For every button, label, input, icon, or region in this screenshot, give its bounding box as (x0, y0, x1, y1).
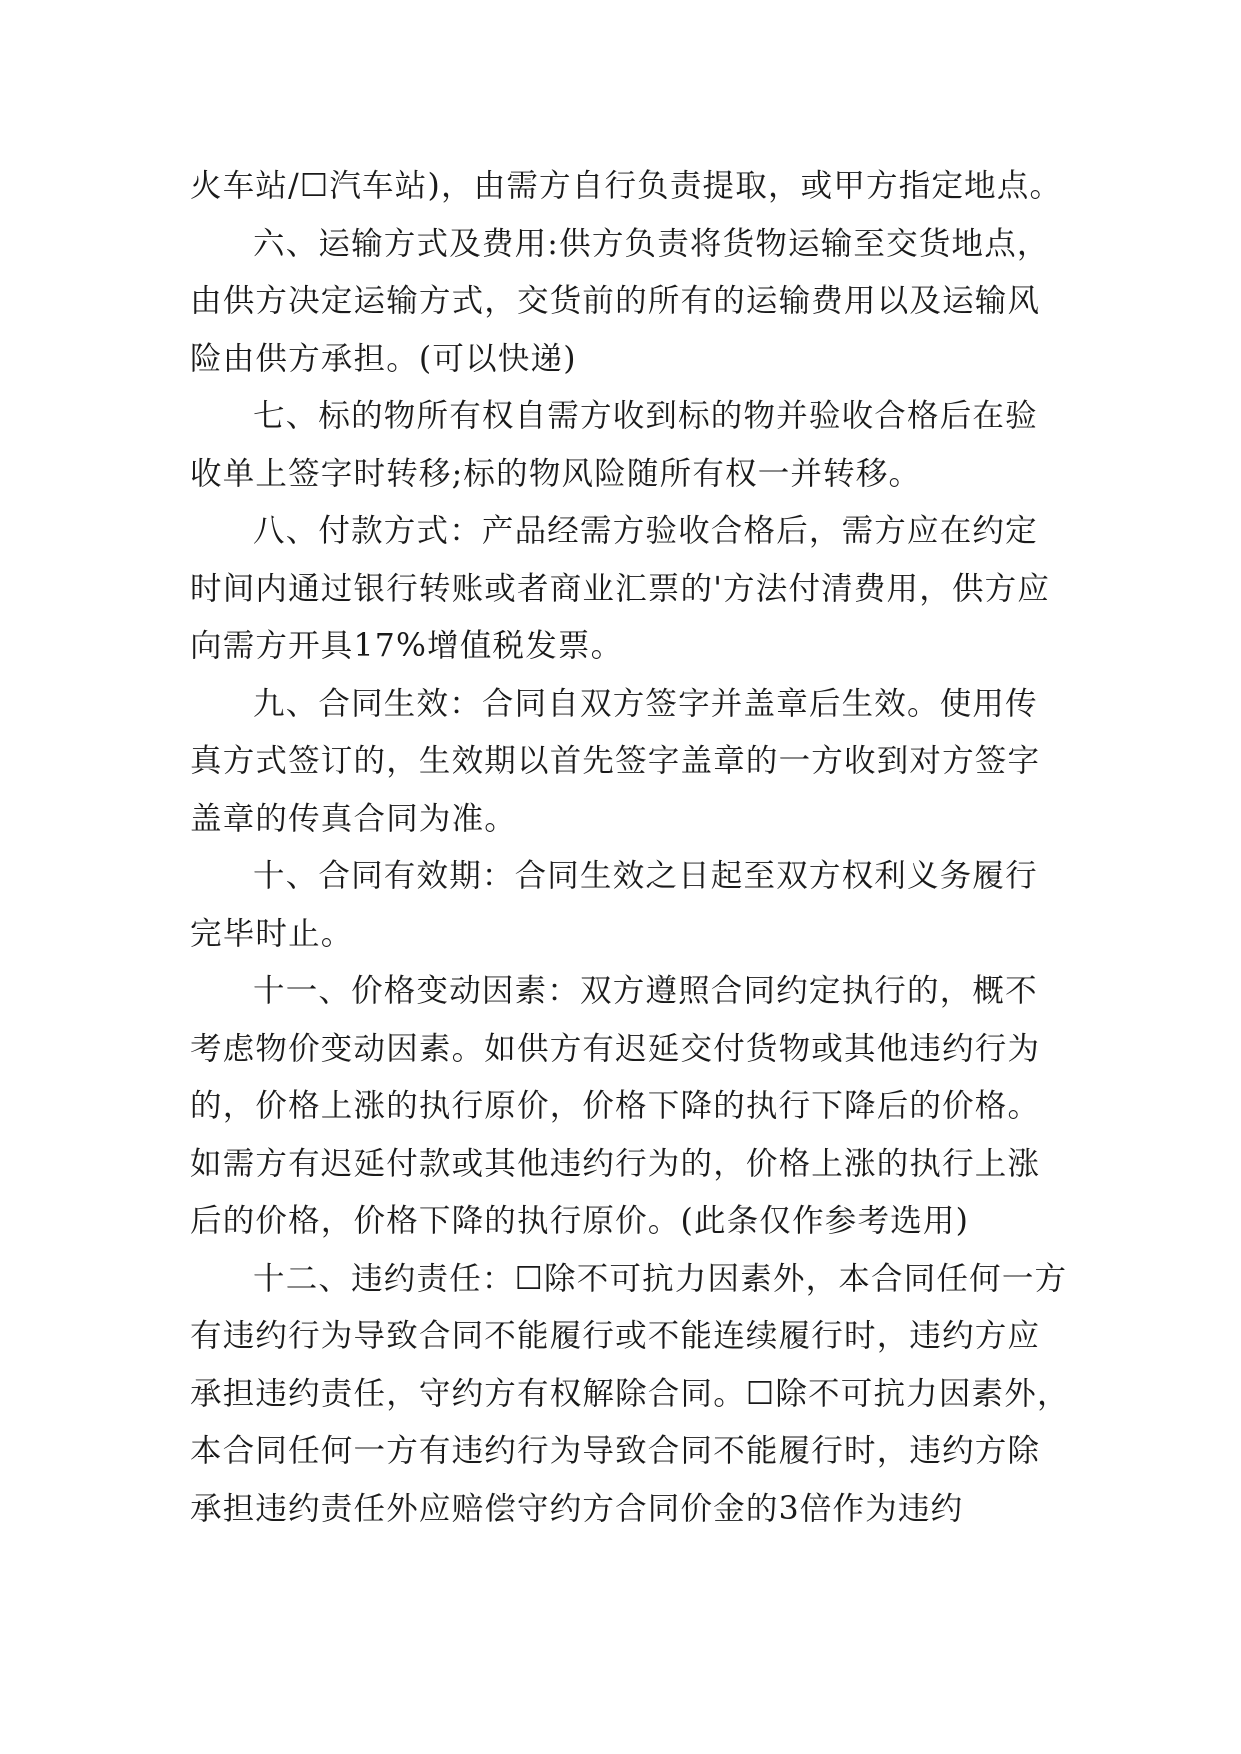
paragraph-ownership: 七、标的物所有权自需方收到标的物并验收合格后在验收单上签字时转移;标的物风险随所有权一并转移。 (190, 398, 1038, 492)
paragraph-liability: 十二、违约责任：☐除不可抗力因素外，本合同任何一方有违约行为导致合同不能履行或不能连续履行时，违约方应承担违约责任，守约方有权解除合同。☐除不可抗力因素外，本合同任何一方有违约行为导致合同不能履行时，违约方除承担违约责任外应赔偿守约方合同价金的3倍作为违约 (190, 1260, 1070, 1527)
paragraph-transport: 六、运输方式及费用:供方负责将货物运输至交货地点，由供方决定运输方式，交货前的所有的运输费用以及运输风险由供方承担。(可以快递) (190, 225, 1050, 377)
paragraph-validity: 十、合同有效期：合同生效之日起至双方权利义务履行完毕时止。 (190, 858, 1038, 952)
paragraph-effectiveness: 九、合同生效：合同自双方签字并盖章后生效。使用传真方式签订的，生效期以首先签字盖章的一方收到对方签字盖章的传真合同为准。 (190, 685, 1041, 837)
paragraph-delivery-location: 火车站/☐汽车站)，由需方自行负责提取，或甲方指定地点。 (190, 168, 1063, 204)
paragraph-price-change: 十一、价格变动因素：双方遵照合同约定执行的，概不考虑物价变动因素。如供方有迟延交付货物或其他违约行为的，价格上涨的执行原价，价格下降的执行下降后的价格。如需方有迟延付款或其他违约行为的，价格上涨的执行上涨后的价格，价格下降的执行原价。(此条仅作参考选用) (190, 973, 1041, 1239)
document-body (190, 158, 1070, 1538)
paragraph-payment: 八、付款方式：产品经需方验收合格后，需方应在约定时间内通过银行转账或者商业汇票的'方法付清费用，供方应向需方开具17%增值税发票。 (190, 513, 1051, 664)
